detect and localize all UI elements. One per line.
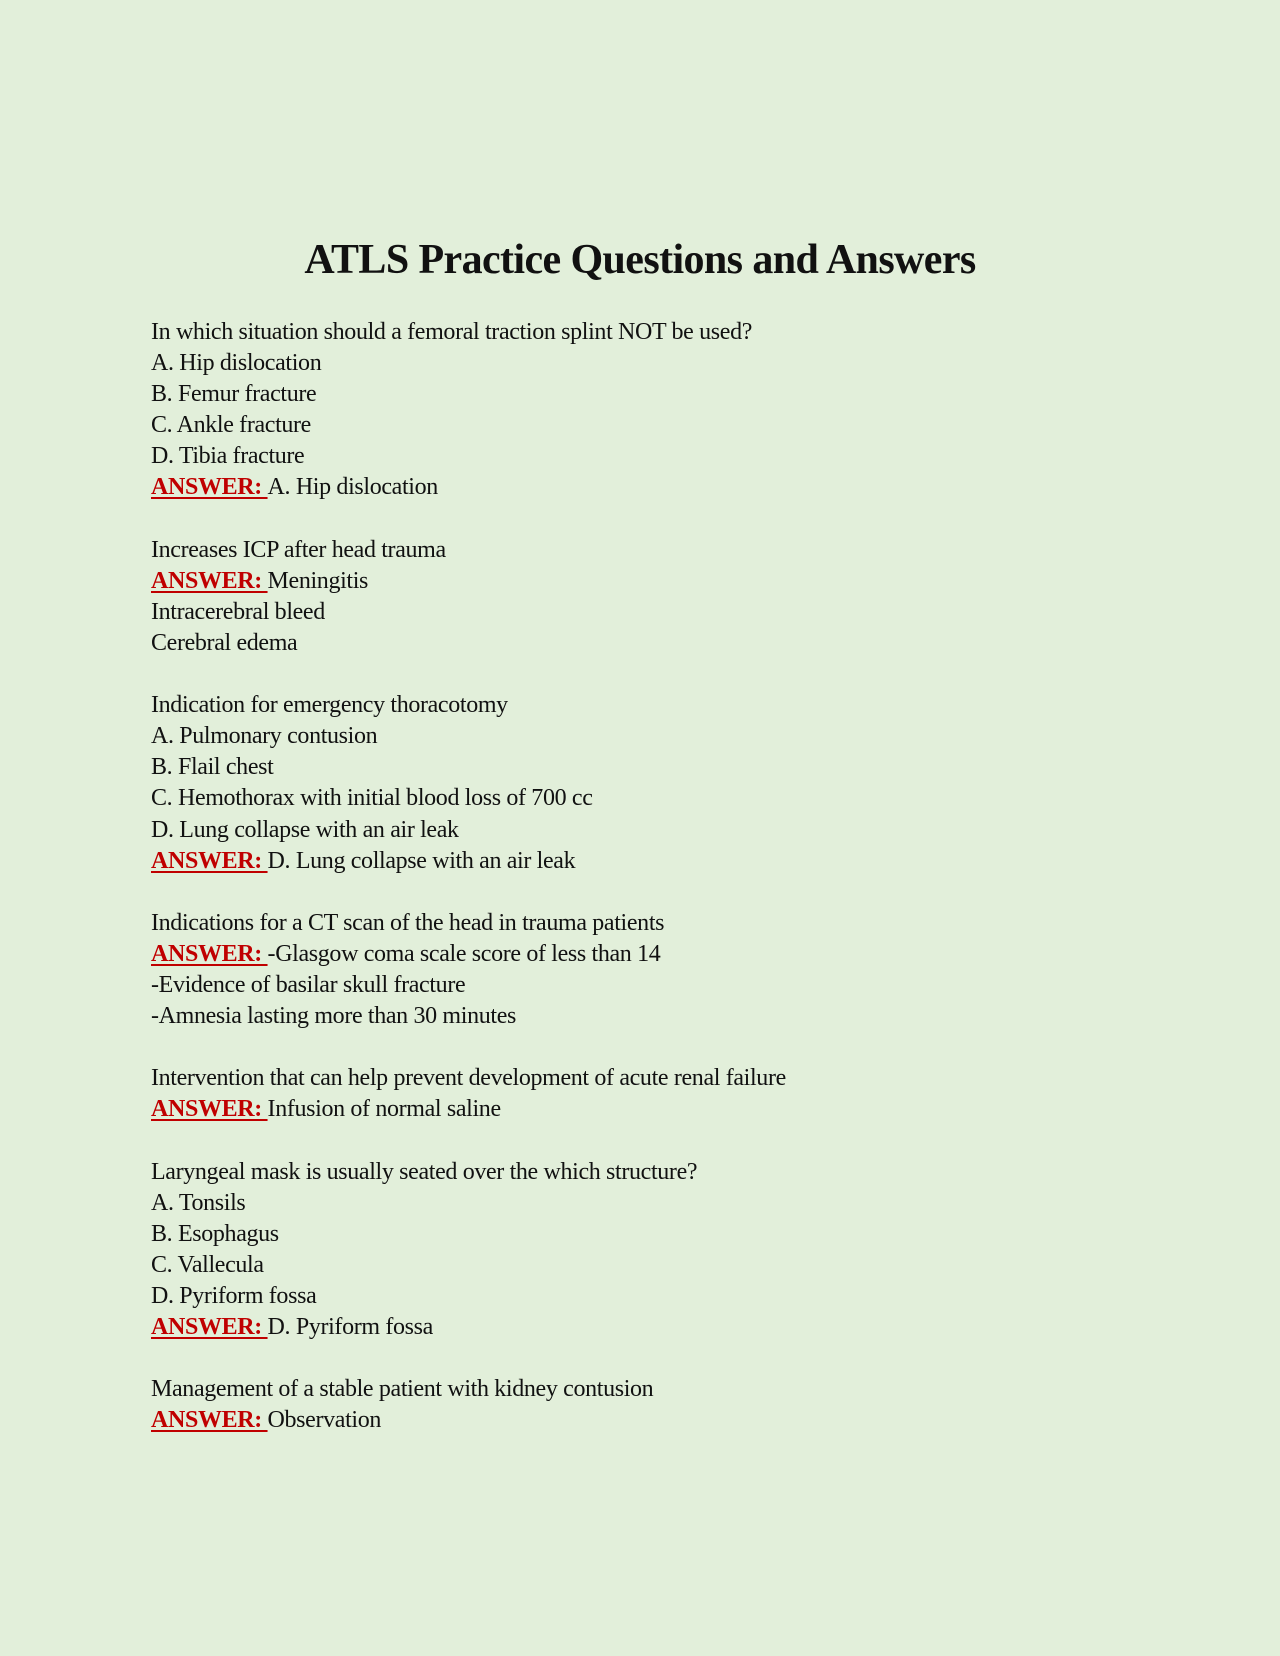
text-text: Intracerebral bleed: [151, 598, 325, 625]
block-spacer: [151, 504, 1201, 535]
option-text: B. Flail chest: [151, 754, 274, 781]
option-line: [151, 348, 1201, 379]
option-line: [151, 1219, 1201, 1250]
block-spacer: [151, 1032, 1201, 1063]
option-line: [151, 783, 1201, 814]
question-block: [151, 908, 1201, 1032]
option-line: [151, 815, 1201, 846]
question-block: [151, 1157, 1201, 1344]
answer-text: D. Lung collapse with an air leak: [267, 847, 576, 874]
text-text: -Amnesia lasting more than 30 minutes: [151, 1003, 516, 1030]
question-line: [151, 908, 1201, 939]
option-text: B. Esophagus: [151, 1220, 279, 1247]
answer-text: Observation: [267, 1407, 382, 1434]
answer-label: ANSWER:: [151, 940, 268, 967]
answer-line: [151, 1094, 1201, 1125]
question-text: Intervention that can help prevent development of acute renal failure: [151, 1065, 786, 1092]
question-text: Laryngeal mask is usually seated over the which structure?: [151, 1158, 698, 1185]
block-spacer: [151, 877, 1201, 908]
question-block: [151, 317, 1201, 504]
question-block: [151, 535, 1201, 659]
option-line: [151, 1281, 1201, 1312]
answer-label: ANSWER:: [151, 567, 268, 594]
question-text: Management of a stable patient with kidney contusion: [151, 1376, 654, 1403]
question-block: [151, 1374, 1201, 1436]
option-text: B. Femur fracture: [151, 381, 317, 408]
answer-label: ANSWER:: [151, 474, 268, 501]
option-text: D. Lung collapse with an air leak: [151, 816, 459, 843]
document-title: ATLS Practice Questions and Answers: [304, 237, 976, 283]
question-line: [151, 535, 1201, 566]
answer-text: Meningitis: [267, 567, 369, 594]
option-line: [151, 1250, 1201, 1281]
answer-line: [151, 1312, 1201, 1343]
question-block: [151, 1063, 1201, 1125]
option-line: [151, 721, 1201, 752]
question-text: Indication for emergency thoracotomy: [151, 692, 508, 719]
option-line: [151, 379, 1201, 410]
question-line: [151, 317, 1201, 348]
answer-label: ANSWER:: [151, 847, 268, 874]
question-line: [151, 690, 1201, 721]
text-line: [151, 1001, 1201, 1032]
answer-label: ANSWER:: [151, 1314, 268, 1340]
option-text: A. Tonsils: [151, 1189, 246, 1216]
block-spacer: [151, 1125, 1201, 1156]
question-block: [151, 690, 1201, 877]
option-text: C. Hemothorax with initial blood loss of 700 cc: [151, 785, 593, 812]
answer-line: [151, 1405, 1201, 1436]
text-text: Cerebral edema: [151, 629, 298, 656]
answer-text: D. Pyriform fossa: [267, 1314, 433, 1340]
text-line: [151, 970, 1201, 1001]
answer-line: [151, 472, 1201, 503]
answer-line: [151, 939, 1201, 970]
option-text: C. Ankle fracture: [151, 412, 311, 439]
question-text: Increases ICP after head trauma: [151, 536, 446, 563]
question-line: [151, 1157, 1201, 1188]
answer-label: ANSWER:: [151, 1407, 268, 1434]
option-line: [151, 441, 1201, 472]
answer-line: [151, 846, 1201, 877]
answer-text: -Glasgow coma scale score of less than 14: [267, 940, 661, 967]
question-line: [151, 1374, 1201, 1405]
text-line: [151, 597, 1201, 628]
answer-text: A. Hip dislocation: [267, 474, 438, 501]
question-line: [151, 1063, 1201, 1094]
option-text: D. Tibia fracture: [151, 443, 305, 470]
option-text: A. Pulmonary contusion: [151, 723, 378, 750]
answer-label: ANSWER:: [151, 1096, 268, 1123]
option-line: [151, 1188, 1201, 1219]
question-text: Indications for a CT scan of the head in trauma patients: [151, 909, 665, 936]
option-text: D. Pyriform fossa: [151, 1282, 317, 1309]
text-text: -Evidence of basilar skull fracture: [151, 971, 466, 998]
option-line: [151, 752, 1201, 783]
question-text: In which situation should a femoral traction splint NOT be used?: [151, 319, 753, 345]
option-text: C. Vallecula: [151, 1251, 264, 1278]
option-text: A. Hip dislocation: [151, 350, 322, 377]
text-line: [151, 628, 1201, 659]
block-spacer: [151, 1343, 1201, 1374]
answer-text: Infusion of normal saline: [267, 1096, 501, 1123]
answer-line: [151, 566, 1201, 597]
block-spacer: [151, 659, 1201, 690]
qa-content: [151, 317, 1201, 1436]
option-line: [151, 410, 1201, 441]
